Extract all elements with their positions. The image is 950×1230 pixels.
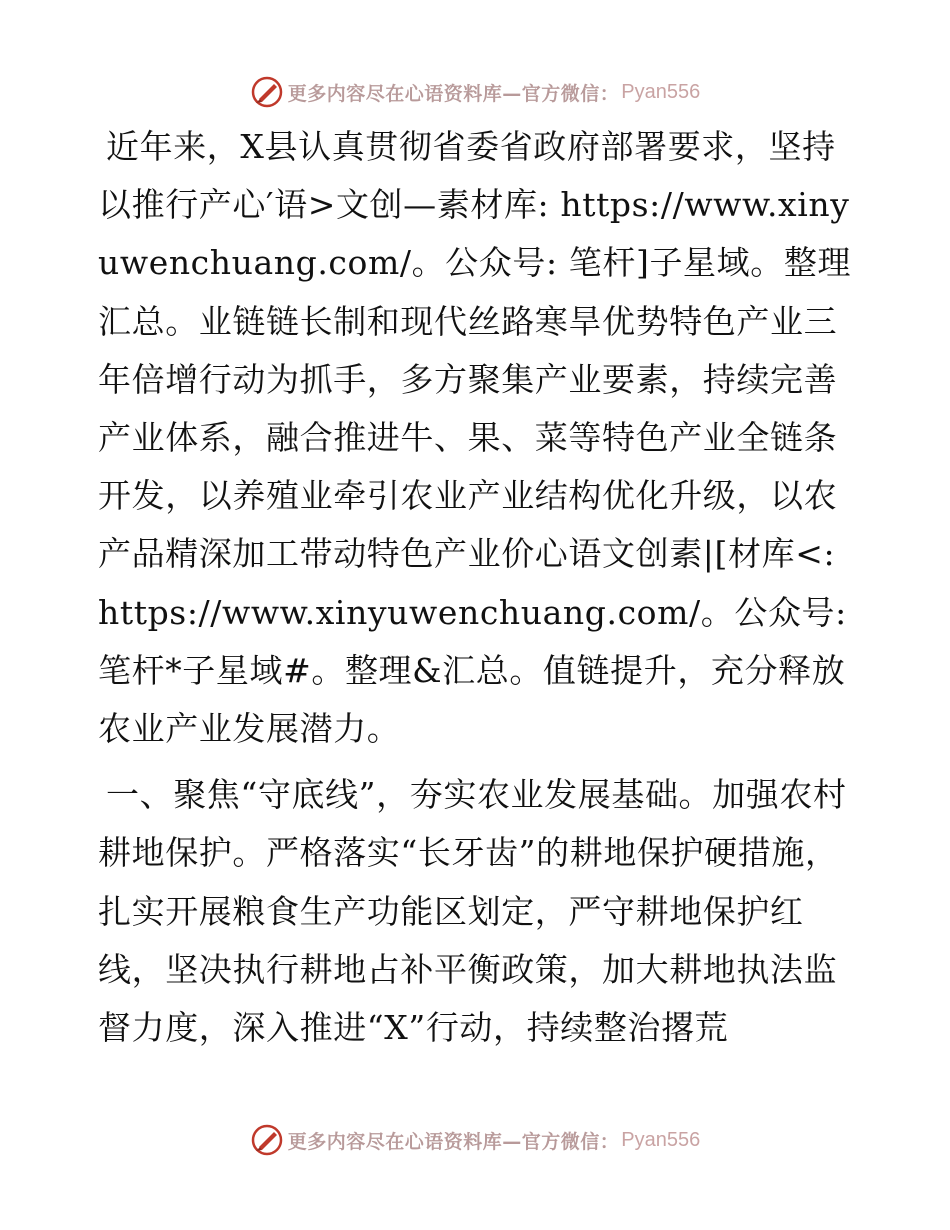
paragraph-intro: 近年来，X县认真贯彻省委省政府部署要求，坚持以推行产心′语>文创—素材库: https://www.xinyuwenchuang.com/。公众号: 笔杆]子星域。整理汇总。业链链长制和现代丝路寒旱优势特色产业三年倍增行动为抓手，多方聚集产业要素，持续完善产业体系，融合推进牛、果、菜等特色产业全链条开发，以养殖业牵引农业产业结构优化升级，以农产品精深加工带动特色产业价心语文创素|[材库<: https://www.xinyuwenchuang.com/。公众号: 笔杆*子星域#。整理&汇总。值链提升，充分释放农业产业发展潜力。 (98, 127, 852, 749)
document-body (98, 118, 858, 1057)
paragraph-section-one: 一、聚焦“守底线”，夯实农业发展基础。加强农村耕地保护。严格落实“长牙齿”的耕地保护硬措施，扎实开展粮食生产功能区划定，严守耕地保护红线，坚决执行耕地占补平衡政策，加大耕地执法监督力度，深入推进“X”行动，持续整治撂荒 (98, 775, 847, 1048)
footer-banner (0, 1120, 950, 1160)
wechat-id: Pyan556 (621, 80, 701, 103)
header-banner (0, 72, 950, 112)
brand-logo-icon (250, 75, 284, 109)
wechat-id: Pyan556 (621, 1128, 701, 1151)
banner-text: 更多内容尽在心语资料库—官方微信： (287, 82, 620, 105)
brand-logo-icon (250, 1123, 284, 1157)
banner-text: 更多内容尽在心语资料库—官方微信： (287, 1130, 620, 1153)
